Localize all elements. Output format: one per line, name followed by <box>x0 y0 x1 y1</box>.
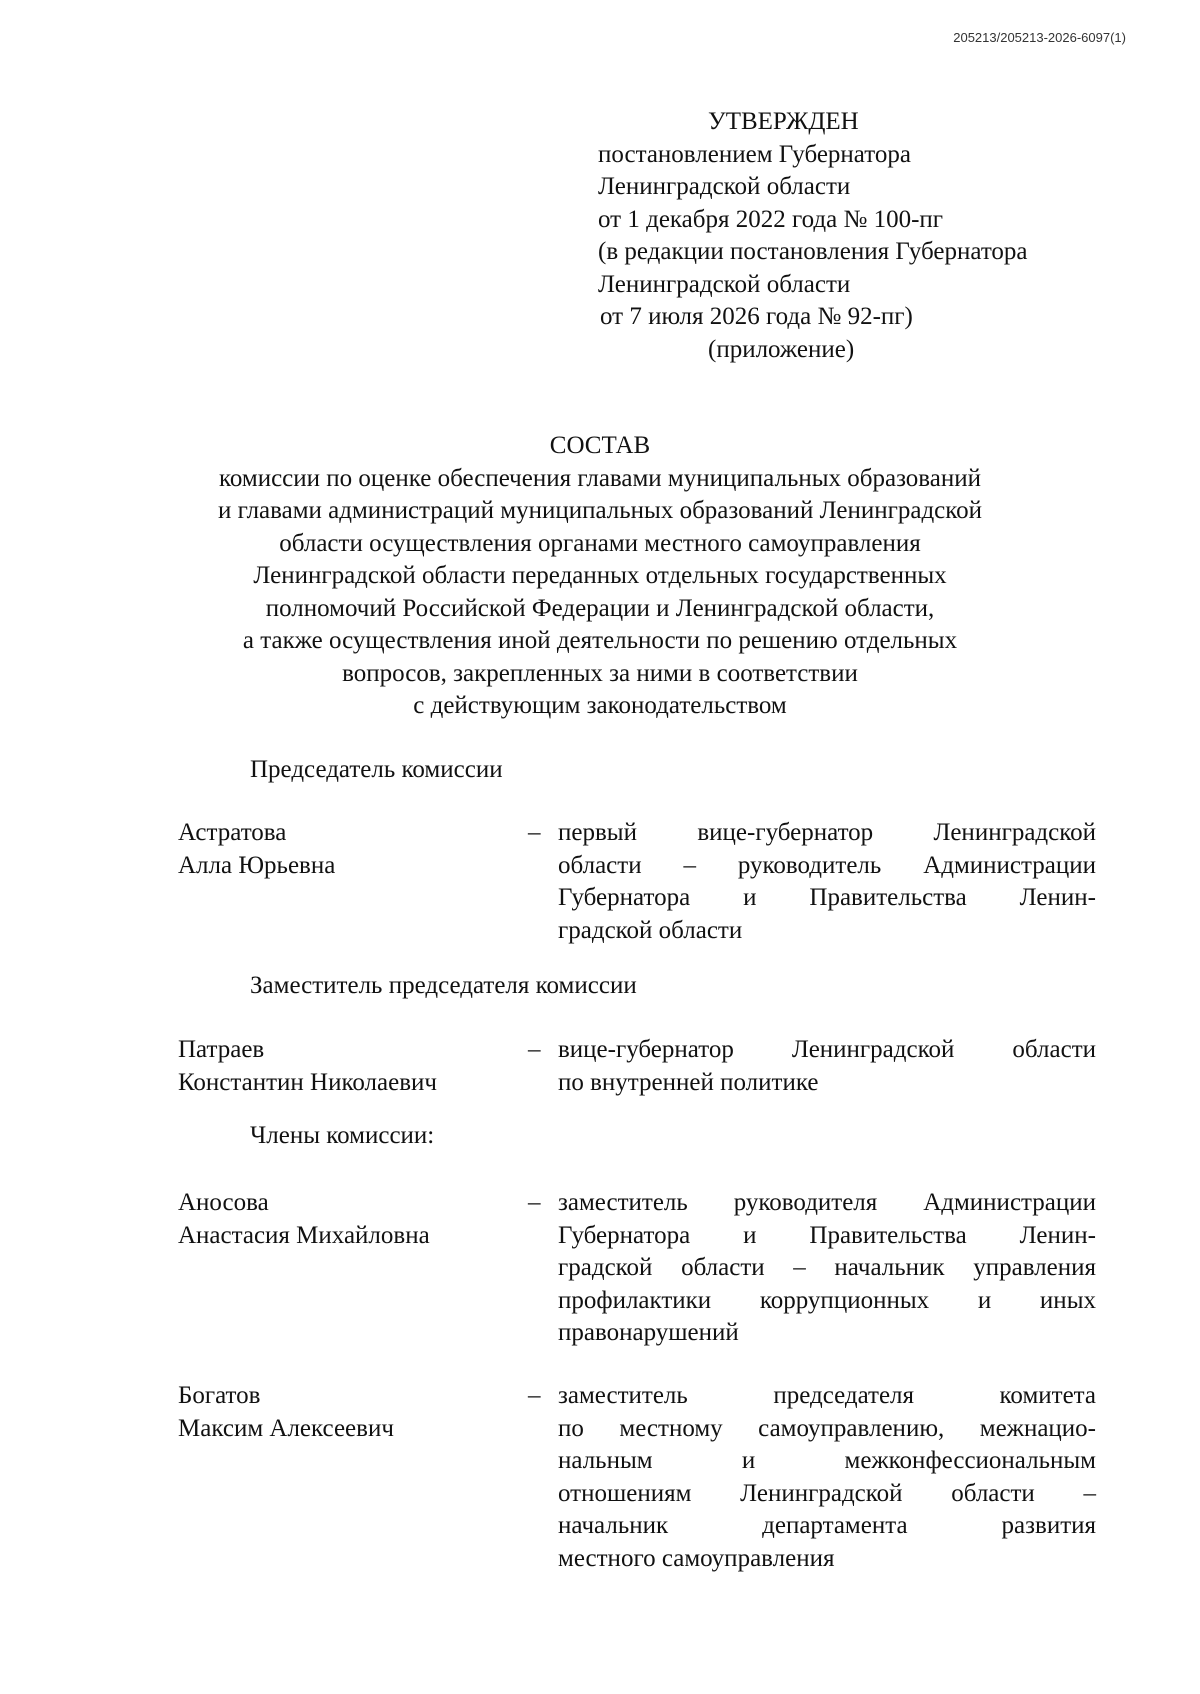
role-line: Губернатора и Правительства Ленин- <box>558 1221 1096 1249</box>
approval-line: от 7 июля 2026 года № 92-пг) <box>600 303 913 330</box>
approval-appendix: (приложение) <box>708 335 855 363</box>
member-dash: – <box>528 819 541 846</box>
member-given-name: Константин Николаевич <box>178 1068 437 1096</box>
member-role <box>558 1380 1096 1575</box>
approval-line: постановлением Губернатора <box>598 140 911 168</box>
role-line: отношениям Ленинградской области – <box>558 1479 1096 1507</box>
role-line: заместитель руководителя Администрации <box>558 1189 1096 1216</box>
member-role <box>558 817 1096 947</box>
title-main: СОСТАВ <box>549 432 651 459</box>
member-name <box>178 817 508 882</box>
approval-line: Ленинградской области <box>598 173 851 200</box>
title-line: полномочий Российской Федерации и Ленинградской области, <box>265 594 935 622</box>
role-line: местного самоуправления <box>558 1544 835 1572</box>
approval-line: Ленинградской области <box>598 270 851 298</box>
section-heading-chairman: Председатель комиссии <box>250 756 503 783</box>
member-name <box>178 1380 508 1445</box>
title-line: комиссии по оценке обеспечения главами муниципальных образований <box>218 464 982 492</box>
title-line: с действующим законодательством <box>413 692 787 719</box>
title-line: вопросов, закрепленных за ними в соответствии <box>342 659 858 687</box>
role-line: первый вице-губернатор Ленинградской <box>558 819 1096 846</box>
approval-heading: УТВЕРЖДЕН <box>708 108 859 135</box>
role-line: градской области – начальник управления <box>558 1254 1096 1281</box>
role-line: по местному самоуправлению, межнацио- <box>558 1414 1096 1442</box>
member-name <box>178 1187 508 1252</box>
role-line: заместитель председателя комитета <box>558 1382 1096 1409</box>
member-dash: – <box>528 1036 541 1063</box>
title-line: а также осуществления иной деятельности по решению отдельных <box>242 627 958 654</box>
role-line: градской области <box>558 916 743 944</box>
approval-line: (в редакции постановления Губернатора <box>598 238 1028 265</box>
title-line: и главами администраций муниципальных образований Ленинградской <box>217 497 983 524</box>
role-line: правонарушений <box>558 1319 739 1346</box>
member-dash: – <box>528 1189 541 1216</box>
member-surname: Аносова <box>178 1189 269 1216</box>
document-code: 205213/205213-2026-6097(1) <box>953 30 1126 45</box>
title-line: области осуществления органами местного самоуправления <box>279 529 921 557</box>
approval-stamp <box>598 106 1158 366</box>
role-line: профилактики коррупционных и иных <box>558 1286 1096 1314</box>
member-surname: Патраев <box>178 1036 265 1063</box>
member-role <box>558 1034 1096 1099</box>
role-line: начальник департамента развития <box>558 1512 1096 1539</box>
approval-line: от 1 декабря 2022 года № 100-пг <box>598 205 944 233</box>
section-heading-deputy: Заместитель председателя комиссии <box>250 972 637 999</box>
member-surname: Богатов <box>178 1382 261 1409</box>
member-given-name: Анастасия Михайловна <box>178 1221 430 1249</box>
member-surname: Астратова <box>178 819 287 846</box>
member-given-name: Алла Юрьевна <box>178 851 336 879</box>
role-line: по внутренней политике <box>558 1068 819 1096</box>
role-line: вице-губернатор Ленинградской области <box>558 1036 1096 1063</box>
member-dash: – <box>528 1382 541 1409</box>
title-line: Ленинградской области переданных отдельных государственных <box>253 562 947 589</box>
member-role <box>558 1187 1096 1350</box>
member-given-name: Максим Алексеевич <box>178 1414 394 1442</box>
section-heading-members: Члены комиссии: <box>250 1122 435 1149</box>
member-name <box>178 1034 508 1099</box>
role-line: области – руководитель Администрации <box>558 851 1096 879</box>
document-title <box>150 430 1050 723</box>
role-line: Губернатора и Правительства Ленин- <box>558 884 1096 911</box>
role-line: нальным и межконфессиональным <box>558 1447 1096 1474</box>
